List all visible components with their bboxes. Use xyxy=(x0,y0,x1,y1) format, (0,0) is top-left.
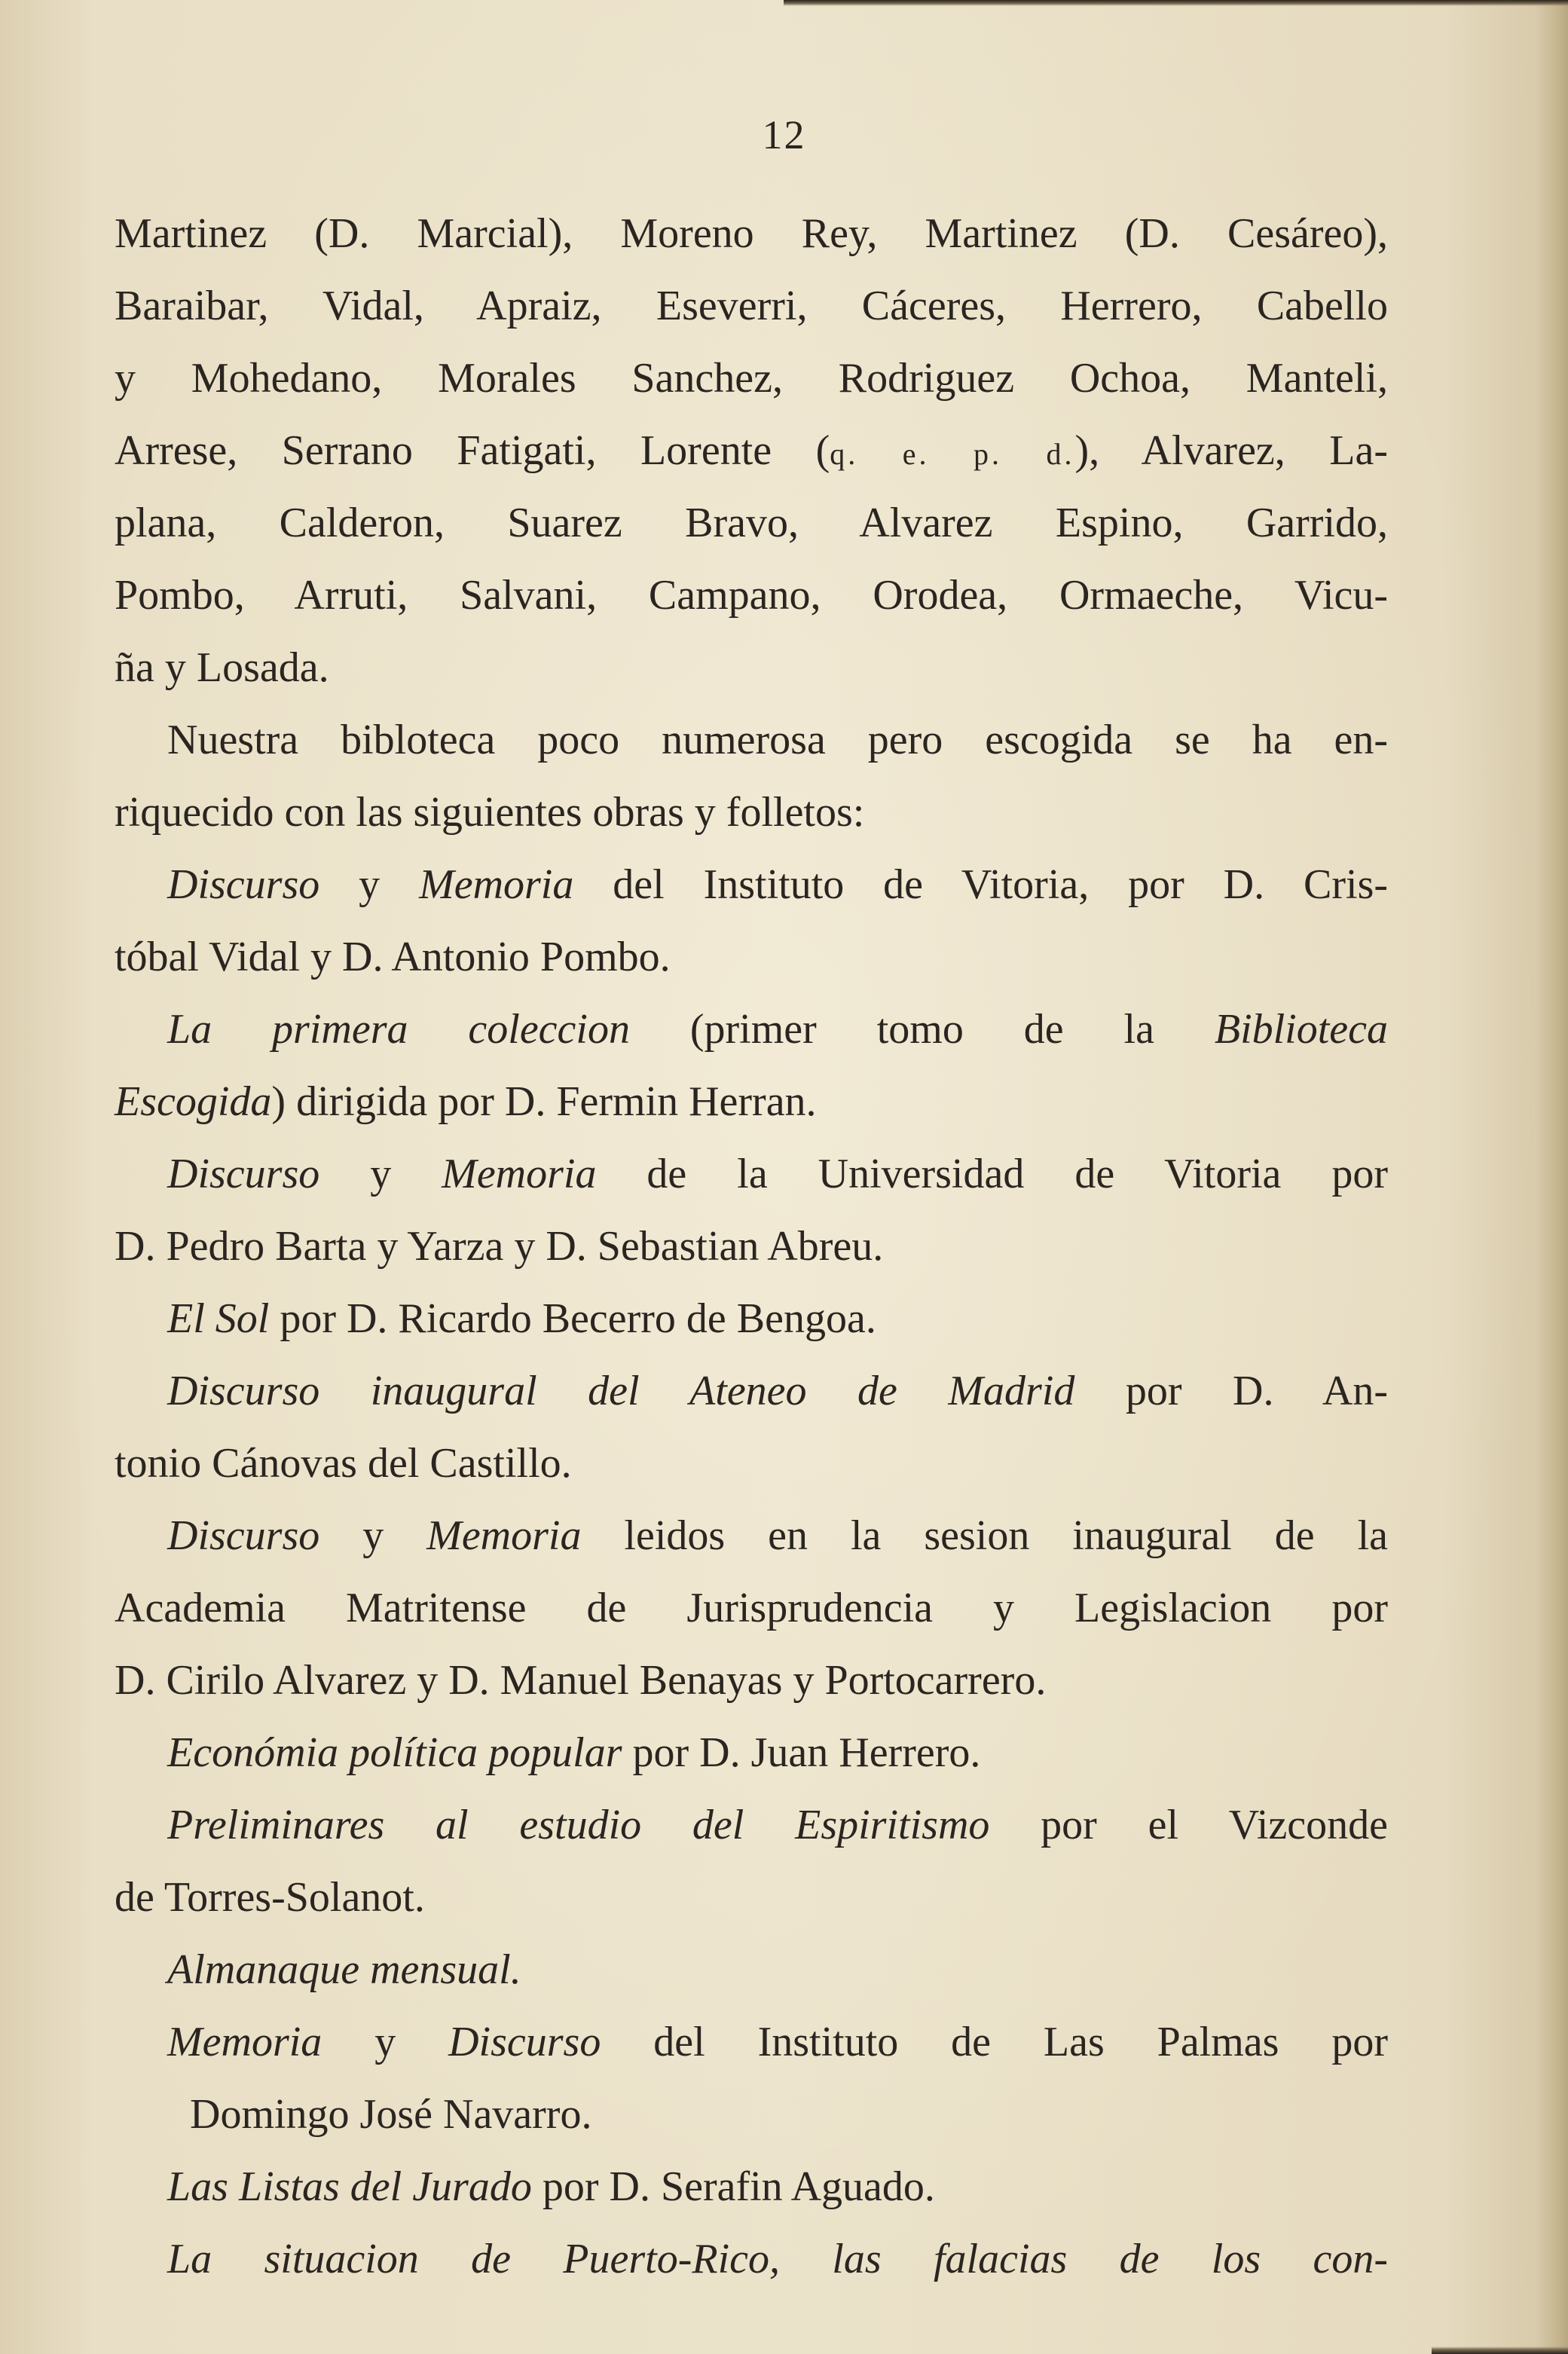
text-line xyxy=(115,1717,1388,1789)
italic-title-text: Memoria xyxy=(442,1151,597,1197)
text-segment: y xyxy=(319,861,420,908)
text-segment: del Instituto de Vitoria, por D. Cris- xyxy=(573,861,1389,908)
italic-title-text: Memoria xyxy=(426,1512,582,1559)
text-segment: plana, Calderon, Suarez Bravo, Alvarez Espino, Garrido, xyxy=(115,500,1388,546)
text-line xyxy=(115,1789,1388,1861)
text-segment: y xyxy=(319,1151,442,1197)
text-segment: (primer tomo de la xyxy=(629,1006,1215,1053)
page-edge-right xyxy=(1533,0,1568,2354)
text-segment: por D. Ricardo Becerro de Bengoa. xyxy=(269,1295,876,1342)
text-segment: Academia Matritense de Jurisprudencia y Legislacion por xyxy=(115,1585,1388,1631)
text-line xyxy=(115,2151,1388,2223)
text-segment: de la Universidad de Vitoria por xyxy=(596,1151,1388,1197)
italic-title-text: Discurso xyxy=(167,861,320,908)
text-segment: q. e. p. d. xyxy=(830,437,1075,471)
page-edge-top xyxy=(784,0,1568,6)
page-edge-bottom xyxy=(1432,2346,1568,2354)
italic-title-text: Biblioteca xyxy=(1214,1006,1389,1053)
italic-title-text: Preliminares al estudio del Espiritismo xyxy=(167,1802,990,1848)
italic-title-text: Discurso xyxy=(167,1512,320,1559)
italic-title-text: Económia política popular xyxy=(167,1729,622,1776)
text-line xyxy=(115,414,1388,487)
text-line xyxy=(115,1644,1388,1717)
text-line xyxy=(115,2078,1388,2151)
text-segment: por D. An- xyxy=(1074,1368,1388,1414)
italic-title-text: El Sol xyxy=(167,1295,270,1342)
text-line xyxy=(115,1572,1388,1644)
text-segment: ) dirigida por D. Fermin Herran. xyxy=(271,1078,817,1125)
text-line xyxy=(115,487,1388,559)
text-line xyxy=(115,2006,1388,2078)
text-segment: y xyxy=(319,1512,427,1559)
text-line xyxy=(115,1500,1388,1572)
italic-title-text: Las Listas del Jurado xyxy=(167,2163,532,2210)
italic-title-text: La primera coleccion xyxy=(167,1006,630,1053)
text-segment: tóbal Vidal y D. Antonio Pombo. xyxy=(115,934,671,980)
text-segment: por el Vizconde xyxy=(989,1802,1388,1848)
text-body xyxy=(115,197,1388,2295)
text-line xyxy=(115,1861,1388,1934)
italic-title-text: Memoria xyxy=(419,861,574,908)
italic-title-text: Almanaque mensual. xyxy=(167,1946,521,1993)
italic-title-text: Discurso inaugural del Ateneo de Madrid xyxy=(167,1368,1075,1414)
text-segment: Nuestra bibloteca poco numerosa pero escogida se ha en- xyxy=(167,717,1388,763)
text-line xyxy=(115,704,1388,776)
page-number: 12 xyxy=(762,112,806,157)
text-segment: ña y Losada. xyxy=(115,644,329,691)
text-line xyxy=(115,1282,1388,1355)
text-segment: Pombo, Arruti, Salvani, Campano, Orodea, Ormaeche, Vicu- xyxy=(115,572,1388,619)
text-line xyxy=(115,342,1388,414)
italic-title-text: La situacion de Puerto-Rico, las falacias de los con- xyxy=(167,2236,1388,2282)
text-segment: del Instituto de Las Palmas por xyxy=(601,2019,1388,2065)
text-line xyxy=(115,2223,1388,2295)
text-segment: por D. Juan Herrero. xyxy=(622,1729,981,1776)
text-segment: y Mohedano, Morales Sanchez, Rodriguez Ochoa, Manteli, xyxy=(115,355,1388,402)
text-segment: Martinez (D. Marcial), Moreno Rey, Martinez (D. Cesáreo), xyxy=(115,210,1388,257)
text-line xyxy=(115,270,1388,342)
text-segment: Arrese, Serrano Fatigati, Lorente ( xyxy=(115,427,830,474)
text-line xyxy=(115,1355,1388,1427)
text-segment: riquecido con las siguientes obras y folletos: xyxy=(115,789,865,836)
text-segment: D. Cirilo Alvarez y D. Manuel Benayas y Portocarrero. xyxy=(115,1657,1047,1704)
text-line xyxy=(115,921,1388,993)
text-segment: de Torres-Solanot. xyxy=(115,1874,425,1921)
text-line xyxy=(115,848,1388,921)
text-line xyxy=(115,993,1388,1065)
italic-title-text: Escogida xyxy=(115,1078,272,1125)
text-segment: D. Pedro Barta y Yarza y D. Sebastian Abreu. xyxy=(115,1223,884,1270)
text-segment: Baraibar, Vidal, Apraiz, Eseverri, Cáceres, Herrero, Cabello xyxy=(115,283,1388,329)
italic-title-text: Memoria xyxy=(167,2019,322,2065)
text-segment: Domingo José Navarro. xyxy=(190,2091,592,2138)
text-line xyxy=(115,559,1388,631)
text-line xyxy=(115,776,1388,848)
text-line xyxy=(115,197,1388,270)
text-segment: por D. Serafin Aguado. xyxy=(531,2163,935,2210)
text-line xyxy=(115,1065,1388,1138)
text-line xyxy=(115,631,1388,704)
text-line xyxy=(115,1210,1388,1282)
text-segment: tonio Cánovas del Castillo. xyxy=(115,1440,572,1487)
italic-title-text: Discurso xyxy=(167,1151,320,1197)
text-line xyxy=(115,1934,1388,2006)
text-segment: ), Alvarez, La- xyxy=(1074,427,1388,474)
text-segment: leidos en la sesion inaugural de la xyxy=(581,1512,1389,1559)
text-line xyxy=(115,1138,1388,1210)
italic-title-text: Discurso xyxy=(448,2019,601,2065)
text-line xyxy=(115,1427,1388,1500)
text-segment: y xyxy=(322,2019,449,2065)
